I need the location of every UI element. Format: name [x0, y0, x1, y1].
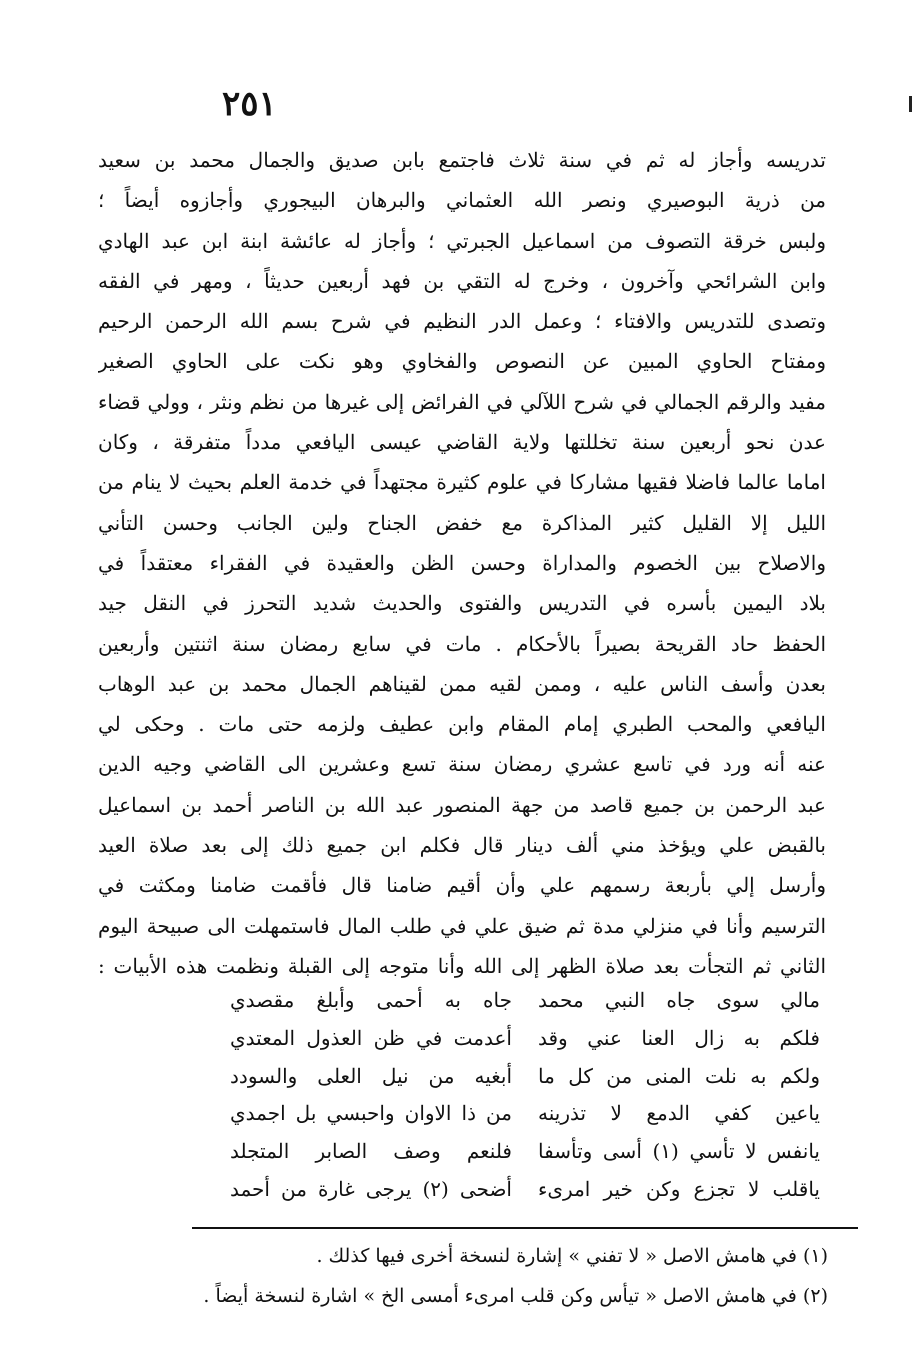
poem-first-hemistich: ياعين كفي الدمع لا تذرينه — [538, 1101, 820, 1126]
poem-first-hemistich: فلكم به زال العنا عني وقد — [538, 1025, 820, 1050]
poem-verse — [230, 1020, 820, 1058]
poem-second-hemistich: فلنعم وصف الصابر المتجلد — [230, 1139, 512, 1164]
body-line: ولبس خرقة التصوف من اسماعيل الجبرتي ؛ وأجاز له عائشة ابنة ابن عبد الهادي — [98, 228, 826, 253]
body-line: وتصدى للتدريس والافتاء ؛ وعمل الدر النظيم في شرح بسم الله الرحمن الرحيم — [98, 309, 826, 334]
body-line: من ذرية البوصيري ونصر الله العثماني والبرهان البيجوري وأجازوه أيضاً ؛ — [98, 188, 826, 213]
poem-second-hemistich: جاه به أحمى وأبلغ مقصدي — [230, 988, 512, 1012]
footnote-rule — [192, 1227, 858, 1229]
body-line: مفيد والرقم الجمالي في شرح اللآلي في الفرائض إلى غيرها من نظم ونثر ، وولي قضاء — [98, 389, 826, 414]
body-line: اماما عالما فاضلا فقيها مشاركا في علوم كثيرة مجتهداً في خدمة العلم بحيث لا ينام من — [98, 470, 826, 495]
body-line: الحفظ حاد القريحة بصيراً بالأحكام . مات في سابع رمضان سنة اثنتين وأربعين — [98, 631, 826, 656]
body-line: تدريسه وأجاز له ثم في سنة ثلاث فاجتمع بابن صديق والجمال محمد بن سعيد — [98, 148, 826, 172]
body-line: الليل إلا القليل كثير المذاكرة مع خفض الجناح ولين الجانب وحسن التأني — [98, 510, 826, 535]
margin-mark — [909, 96, 912, 112]
body-line: وأرسل إلي بأربعة رسمهم علي وأن أقيم ضامنا قال فأقمت ضامنا ومكثت في — [98, 873, 826, 898]
body-line: وابن الشرائحي وآخرون ، وخرج له التقي بن فهد أربعين حديثاً ، ومهر في الفقه — [98, 268, 826, 293]
body-line: عبد الرحمن بن جميع قاصد من جهة المنصور عبد الله بن الناصر أحمد بن اسماعيل — [98, 792, 826, 817]
poem-first-hemistich: مالي سوى جاه النبي محمد — [538, 988, 820, 1012]
poem-first-hemistich: ولكم به نلت المنى من كل ما — [538, 1063, 820, 1088]
poem-verse — [230, 1133, 820, 1171]
poem-verse — [230, 1171, 820, 1209]
poem-first-hemistich: ياقلب لا تجزع وكن خير امرىء — [538, 1176, 820, 1201]
body-line: والاصلاح بين الخصوم والمداراة وحسن الظن والعقيدة في الفقراء معتقداً في — [98, 550, 826, 575]
body-line: اليافعي والمحب الطبري إمام المقام وابن عطيف ولزمه حتى مات . وحكى لي — [98, 712, 826, 737]
body-line: ومفتاح الحاوي المبين عن النصوص والفخاوي وهو نكت على الحاوي الصغير — [98, 349, 826, 374]
poem-second-hemistich: أبغيه من نيل العلى والسودد — [230, 1063, 512, 1088]
poem-verse — [230, 982, 820, 1020]
footnote: (١) في هامش الاصل « لا تفني » إشارة لنسخة أخرى فيها كذلك . — [316, 1245, 828, 1267]
body-line: بالقبض علي ويؤخذ مني ألف دينار قال فكلم ابن جميع ذلك إلى بعد صلاة العيد — [98, 833, 826, 858]
poem-second-hemistich: أضحى (٢) يرجى غارة من أحمد — [230, 1176, 512, 1201]
body-line: الترسيم وأنا في منزلي مدة ثم ضيق علي في طلب المال فاستمهلت الى صبيحة اليوم — [98, 913, 826, 938]
body-line: الثاني ثم التجأت بعد صلاة الظهر إلى الله وأنا متوجه إلى القبلة ونظمت هذه الأبيات : — [98, 953, 826, 978]
body-line: بعدن وأسف الناس عليه ، وممن لقيه ممن لقيناهم الجمال محمد بن عبد الوهاب — [98, 671, 826, 696]
poem-verse — [230, 1095, 820, 1133]
footnote: (٢) في هامش الاصل « تيأس وكن قلب امرىء أمسى الخ » اشارة لنسخة أيضاً . — [203, 1285, 828, 1307]
poem-verse — [230, 1058, 820, 1096]
body-line: بلاد اليمين بأسره في التدريس والفتوى والحديث شديد التحرز في النقل جيد — [98, 591, 826, 616]
body-text — [98, 140, 826, 986]
body-line: عدن نحو أربعين سنة تخللتها ولاية القاضي عيسى اليافعي مدداً متفرقة ، وكان — [98, 430, 826, 455]
poem — [230, 982, 820, 1209]
body-line: عنه أنه ورد في تاسع عشري رمضان سنة تسع وعشرين الى القاضي وجيه الدين — [98, 752, 826, 777]
poem-first-hemistich: يانفس لا تأسي (١) أسى وتأسفا — [538, 1139, 820, 1164]
footnotes — [200, 1236, 828, 1316]
poem-second-hemistich: من ذا الاوان واحبسي بل اجمدي — [230, 1101, 512, 1126]
page-number: ٢٥١ — [222, 84, 277, 124]
poem-second-hemistich: أعدمت في ظن العذول المعتدي — [230, 1025, 512, 1050]
